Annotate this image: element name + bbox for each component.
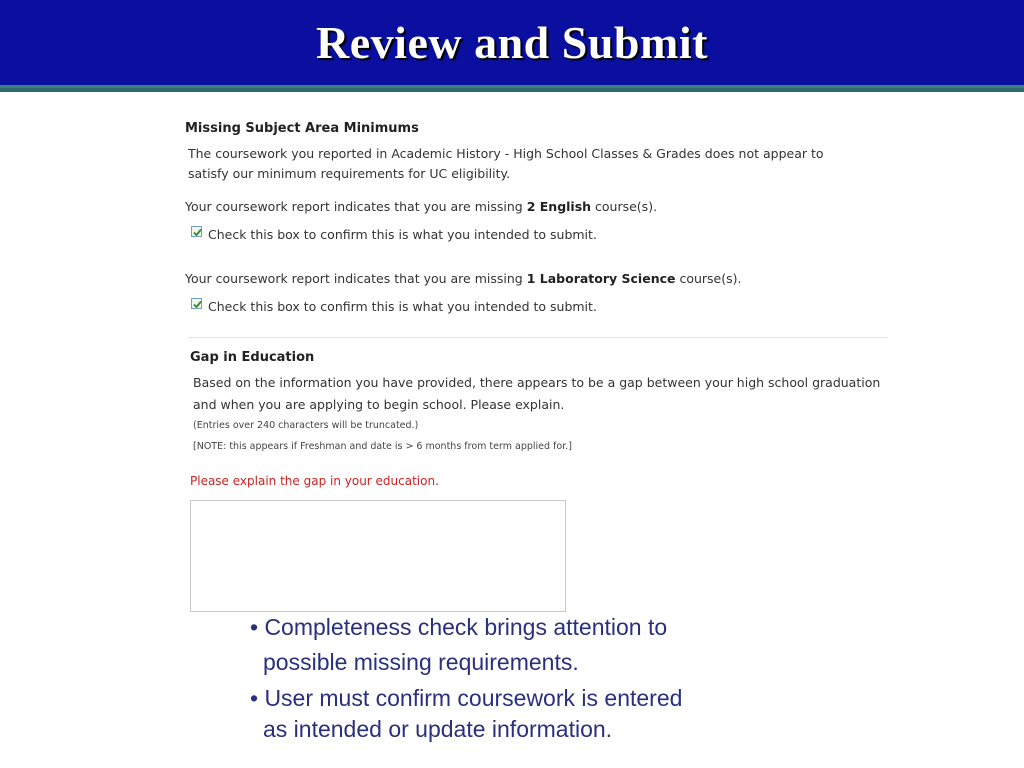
missing-subject-english: 2 English: [526, 199, 592, 214]
missing-minimums-intro-line1: The coursework you reported in Academic History - High School Classes & Grades does not appear to: [188, 146, 824, 161]
missing-subject-lab-science: 1 Laboratory Science: [526, 271, 676, 286]
section-divider: [188, 337, 888, 338]
gap-explanation-line2: and when you are applying to begin school. Please explain.: [193, 397, 565, 412]
bullet-1-line2: possible missing requirements.: [263, 649, 579, 675]
checkmark-icon: [192, 299, 203, 310]
statement-suffix: course(s).: [675, 271, 742, 286]
bullet-1-line1: • Completeness check brings attention to: [250, 614, 668, 640]
freshman-note: [NOTE: this appears if Freshman and date is > 6 months from term applied for.]: [193, 441, 572, 452]
confirm-lab-science-label[interactable]: Check this box to confirm this is what you intended to submit.: [208, 299, 597, 314]
confirm-english-checkbox[interactable]: [191, 226, 202, 237]
gap-explanation-line1: Based on the information you have provided, there appears to be a gap between your high school graduation: [193, 375, 881, 390]
statement-suffix: course(s).: [591, 199, 658, 214]
truncate-note: (Entries over 240 characters will be truncated.): [193, 420, 419, 431]
missing-minimums-intro-line2: satisfy our minimum requirements for UC eligibility.: [188, 166, 511, 181]
bullet-2-line1: • User must confirm coursework is entered: [250, 685, 683, 711]
bullet-2-line2: as intended or update information.: [263, 716, 613, 742]
missing-lab-science-statement: [185, 271, 741, 286]
statement-prefix: Your coursework report indicates that you are missing: [185, 199, 527, 214]
checkmark-icon: [192, 227, 203, 238]
gap-explain-prompt: Please explain the gap in your education.: [190, 474, 439, 488]
missing-english-statement: [185, 199, 657, 214]
confirm-english-label[interactable]: Check this box to confirm this is what you intended to submit.: [208, 227, 597, 242]
statement-prefix: Your coursework report indicates that you are missing: [185, 271, 527, 286]
gap-explanation-textarea[interactable]: [190, 500, 566, 612]
confirm-lab-science-checkbox[interactable]: [191, 298, 202, 309]
gap-in-education-heading: Gap in Education: [190, 350, 315, 365]
slide-title: Review and Submit: [316, 17, 708, 68]
missing-minimums-heading: Missing Subject Area Minimums: [185, 121, 419, 136]
